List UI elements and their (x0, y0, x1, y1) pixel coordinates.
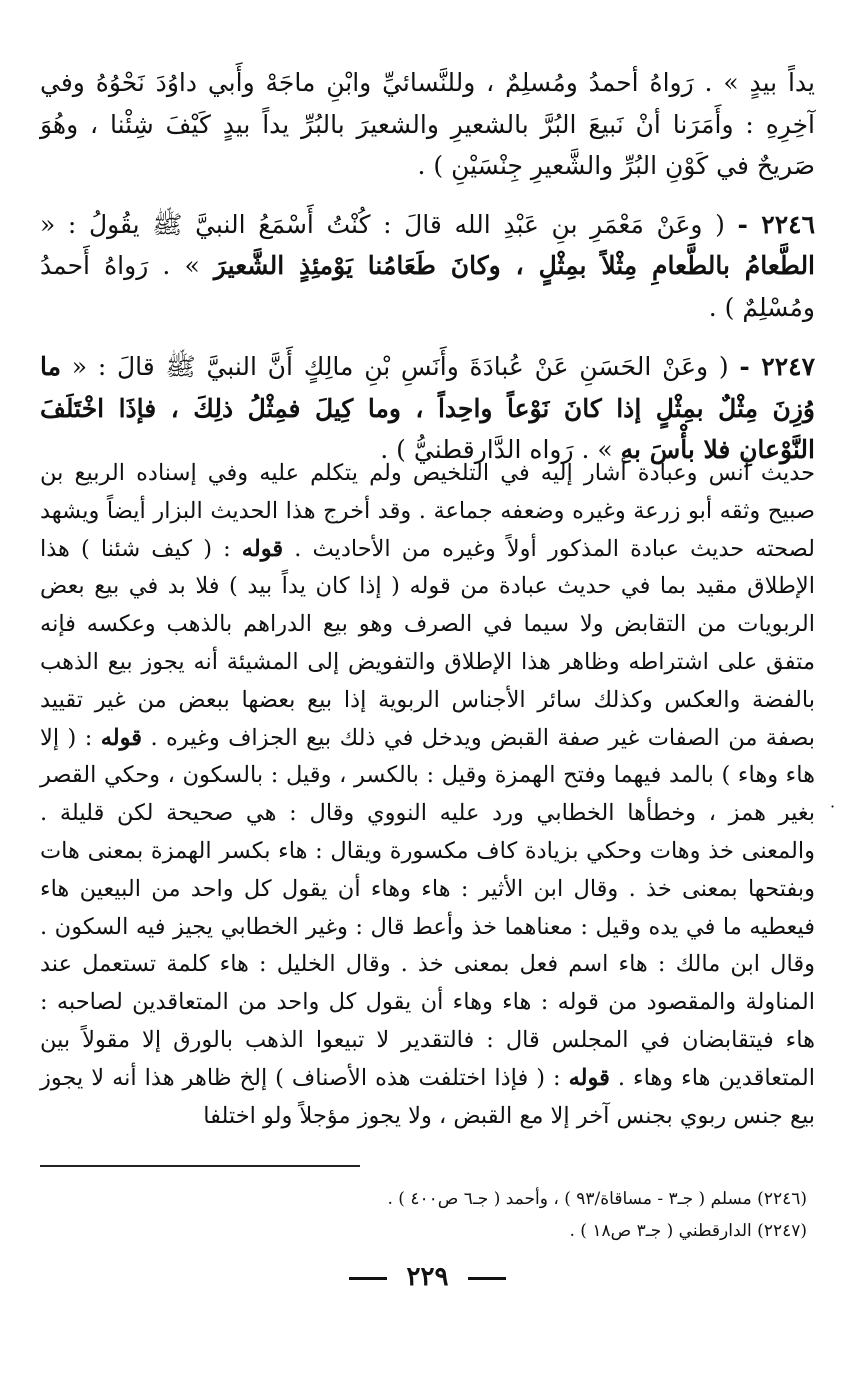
hadith-block (40, 62, 815, 471)
page-number-dash (468, 1277, 506, 1280)
page-number-dash (349, 1277, 387, 1280)
hadith-number: ٢٢٤٧ - (739, 352, 815, 381)
footnote-2246: (٢٢٤٦) مسلم ( جـ٣ - مساقاة/٩٣ ) ، وأحمد ( جـ٦ ص٤٠٠ ) . (387, 1189, 807, 1209)
hadith-matn: ما وُزِنَ مِثْلٌ بمِثْلٍ إذا كانَ نَوْعاً واحِداً ، وما كِيلَ فمِثْلُ ذلِكَ ، فإذَا اخْتَلَفَ النَّوْعانِ فلا بأْسَ بهِ (40, 352, 815, 464)
qawluh-label: قوله (241, 535, 284, 562)
commentary-paragraph (40, 455, 815, 1135)
commentary-block (40, 455, 815, 1135)
commentary-text: : ( إلا هاء وهاء ) بالمد فيهما وفتح الهمزة وقيل : بالكسر ، وقيل : بالسكون ، وحكي القصر بغير همز ، وخطأها الخطابي ورد عليه النووي وقال : هي صحيحة لكن قليلة . والمعنى خذ وهات وحكي بزيادة كاف مكسورة ويقال : هاء بكسر الهمزة بمعنى هات وبفتحها بمعنى خذ . وقال ابن الأثير : هاء وهاء أن يقول كل واحد من البيعين هاء فيعطيه ما في يده وقيل : معناهما خذ وأعط قال : وغير الخطابي يجيز فيه السكون . وقال ابن مالك : هاء اسم فعل بمعنى خذ . وقال الخليل : هاء كلمة تستعمل عند المناولة والمقصود من قوله : هاء وهاء أن يقول كل واحد من المتعاقدين لصاحبه : هاء فيتقابضان في المجلس قال : فالتقدير لا تبيعوا الذهب بالورق إلا مقولاً بين المتعاقدين هاء وهاء . (40, 724, 815, 1091)
hadith-source: » . رَواهُ أَحمدُ ومُسْلِمٌ ) . (40, 251, 815, 322)
hadith-intro: ( وعَنْ مَعْمَرِ بنِ عَبْدِ الله قالَ : كُنْتُ أَسْمَعُ النبيَّ ﷺ يقُولُ : « (40, 209, 725, 239)
hadith-2246 (40, 204, 815, 329)
commentary-text: : ( كيف شئنا ) هذا الإطلاق مقيد بما في حديث عبادة من قوله ( إذا كان يداً بيد ) فلا بد في بيع بعض الربويات من التقابض ولا سيما في الصرف وهو بيع الدراهم بالذهب وعكسه فإنه متفق على اشتراطه وظاهر هذا الإطلاق والتفويض إلى المشيئة أنه يجوز بيع الذهب بالفضة والعكس وكذلك سائر الأجناس الربوية إذا بيع بعضها ببعض من غير تقييد بصفة من الصفات غير صفة القبض ويدخل في ذلك بيع الجزاف وغيره . (40, 535, 816, 751)
qawluh-label: قوله (568, 1064, 610, 1091)
qawluh-label: قوله (100, 724, 143, 751)
hadith-matn: الطَّعامُ بالطَّعامِ مِثْلاً بمِثْلٍ ، وكانَ طَعَامُنا يَوْمئِذٍ الشَّعيرَ (213, 251, 816, 280)
footnotes (40, 1183, 807, 1247)
page-number-value: ٢٢٩ (406, 1262, 449, 1292)
hadith-intro: ( وعَنْ الحَسَنِ عَنْ عُبادَةَ وأَنَسِ بْنِ مالِكٍ أَنَّ النبيَّ ﷺ قالَ : « (71, 352, 729, 381)
margin-dot: · (830, 797, 836, 816)
hadith-source: » . رَواه الدَّارقطنيُّ ) . (380, 435, 613, 464)
hadith-continuation: يداً بيدٍ » . رَواهُ أحمدُ ومُسلِمٌ ، وللنَّسائيِّ وابْنِ ماجَهْ وأَبي داوُدَ نَحْوُهُ وفي آخِرِهِ : وأَمَرَنا أنْ نَبيعَ البُرَّ بالشعيرِ والشعيرَ بالبُرِّ يداً بيدٍ كَيْفَ شِئْنا ، وهُوَ صَريحٌ في كَوْنِ البُرِّ والشَّعيرِ جِنْسَيْنِ ) . (40, 68, 815, 180)
commentary-text: حديث أنس وعبادة أشار إليه في التلخيص ولم يتكلم عليه وفي إسناده الربيع بن صبيح وثقه أبو زرعة وغيره وضعفه جماعة . وقد أخرج هذا الحديث البزار أيضاً ويشهد لصحته حديث عبادة المذكور أولاً وغيره من الأحاديث . (40, 460, 815, 562)
page-number (0, 1262, 855, 1292)
footnote-2247: (٢٢٤٧) الدارقطني ( جـ٣ ص١٨ ) . (569, 1221, 807, 1241)
hadith-2247 (40, 346, 815, 471)
hadith-number: ٢٢٤٦ - (737, 209, 815, 239)
commentary-text: : ( فإذا اختلفت هذه الأصناف ) إلخ ظاهر هذا أنه لا يجوز بيع جنس ربوي بجنس آخر إلا مع القبض ، ولا يجوز مؤجلاً ولو اختلفا (40, 1064, 815, 1129)
footnote-divider (40, 1165, 360, 1167)
